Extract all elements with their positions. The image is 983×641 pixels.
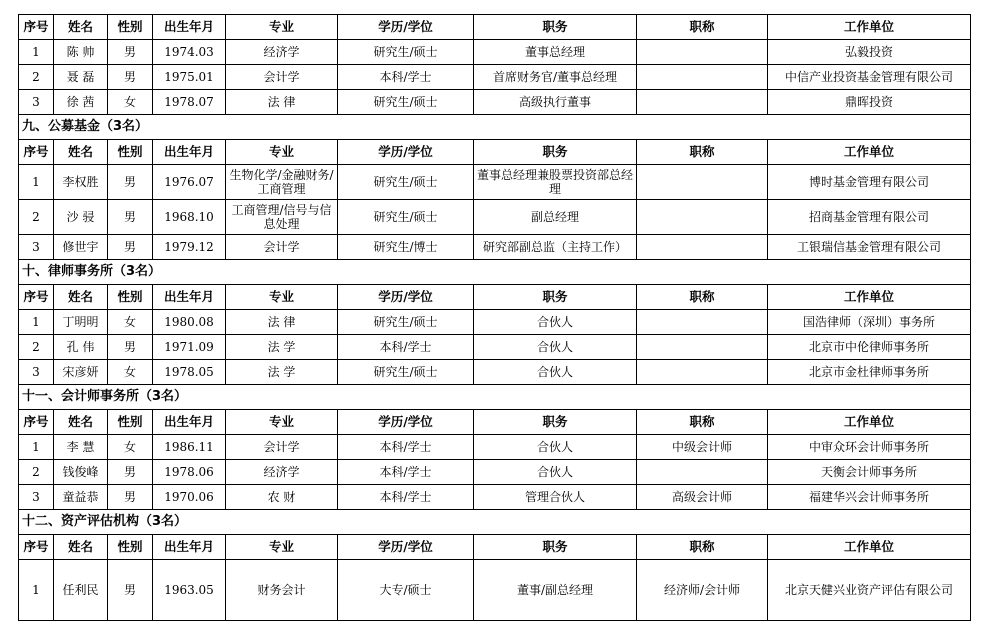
- cell-title: 经济师/会计师: [637, 560, 768, 621]
- cell-position: 董事/副总经理: [474, 560, 637, 621]
- table-row: [19, 165, 971, 200]
- table-row: [19, 235, 971, 260]
- cell-name: 聂 磊: [54, 65, 108, 90]
- header-position: 职务: [474, 285, 637, 310]
- header-birth: 出生年月: [153, 140, 226, 165]
- cell-degree: 本科/学士: [338, 460, 474, 485]
- header-title: 职称: [637, 15, 768, 40]
- cell-name: 李权胜: [54, 165, 108, 200]
- header-no: 序号: [19, 285, 54, 310]
- cell-sex: 男: [108, 65, 153, 90]
- cell-major: 经济学: [226, 460, 338, 485]
- section-title: 十二、资产评估机构（3名）: [19, 510, 971, 535]
- cell-no: 1: [19, 310, 54, 335]
- cell-major: 工商管理/信号与信息处理: [226, 200, 338, 235]
- cell-sex: 男: [108, 40, 153, 65]
- header-major: 专业: [226, 535, 338, 560]
- section-title: 十一、会计师事务所（3名）: [19, 385, 971, 410]
- cell-birth: 1986.11: [153, 435, 226, 460]
- cell-employer: 国浩律师（深圳）事务所: [768, 310, 971, 335]
- header-sex: 性别: [108, 535, 153, 560]
- roster-document: [18, 14, 970, 621]
- cell-title: [637, 90, 768, 115]
- cell-name: 李 慧: [54, 435, 108, 460]
- cell-sex: 男: [108, 460, 153, 485]
- cell-no: 1: [19, 40, 54, 65]
- cell-title: [637, 335, 768, 360]
- roster-table: [18, 14, 971, 621]
- cell-birth: 1970.06: [153, 485, 226, 510]
- cell-major: 法 律: [226, 90, 338, 115]
- cell-position: 合伙人: [474, 435, 637, 460]
- table-row: [19, 310, 971, 335]
- cell-title: [637, 165, 768, 200]
- section-title: 十、律师事务所（3名）: [19, 260, 971, 285]
- cell-major: 会计学: [226, 65, 338, 90]
- cell-major: 财务会计: [226, 560, 338, 621]
- cell-employer: 福建华兴会计师事务所: [768, 485, 971, 510]
- cell-employer: 北京市中伦律师事务所: [768, 335, 971, 360]
- header-major: 专业: [226, 410, 338, 435]
- cell-major: 生物化学/金融财务/工商管理: [226, 165, 338, 200]
- cell-major: 法 学: [226, 335, 338, 360]
- header-sex: 性别: [108, 410, 153, 435]
- cell-sex: 男: [108, 560, 153, 621]
- cell-name: 丁明明: [54, 310, 108, 335]
- cell-degree: 研究生/硕士: [338, 165, 474, 200]
- header-position: 职务: [474, 15, 637, 40]
- header-degree: 学历/学位: [338, 285, 474, 310]
- cell-no: 3: [19, 90, 54, 115]
- cell-no: 3: [19, 360, 54, 385]
- cell-employer: 弘毅投资: [768, 40, 971, 65]
- cell-birth: 1971.09: [153, 335, 226, 360]
- header-employer: 工作单位: [768, 15, 971, 40]
- header-birth: 出生年月: [153, 535, 226, 560]
- cell-position: 首席财务官/董事总经理: [474, 65, 637, 90]
- table-row: [19, 485, 971, 510]
- header-row: [19, 285, 971, 310]
- cell-degree: 研究生/硕士: [338, 360, 474, 385]
- cell-sex: 女: [108, 90, 153, 115]
- header-employer: 工作单位: [768, 285, 971, 310]
- cell-employer: 工银瑞信基金管理有限公司: [768, 235, 971, 260]
- header-birth: 出生年月: [153, 410, 226, 435]
- header-row: [19, 535, 971, 560]
- cell-sex: 男: [108, 200, 153, 235]
- cell-title: 高级会计师: [637, 485, 768, 510]
- cell-no: 3: [19, 485, 54, 510]
- cell-title: [637, 40, 768, 65]
- cell-title: 中级会计师: [637, 435, 768, 460]
- header-sex: 性别: [108, 15, 153, 40]
- header-no: 序号: [19, 15, 54, 40]
- cell-major: 经济学: [226, 40, 338, 65]
- section-row: [19, 260, 971, 285]
- header-no: 序号: [19, 535, 54, 560]
- header-no: 序号: [19, 410, 54, 435]
- header-degree: 学历/学位: [338, 15, 474, 40]
- cell-employer: 招商基金管理有限公司: [768, 200, 971, 235]
- header-employer: 工作单位: [768, 535, 971, 560]
- cell-employer: 北京天健兴业资产评估有限公司: [768, 560, 971, 621]
- cell-name: 钱俊峰: [54, 460, 108, 485]
- cell-position: 研究部副总监（主持工作）: [474, 235, 637, 260]
- cell-birth: 1980.08: [153, 310, 226, 335]
- cell-sex: 男: [108, 485, 153, 510]
- cell-no: 3: [19, 235, 54, 260]
- header-position: 职务: [474, 140, 637, 165]
- cell-birth: 1979.12: [153, 235, 226, 260]
- cell-employer: 天衡会计师事务所: [768, 460, 971, 485]
- section-row: [19, 510, 971, 535]
- cell-degree: 本科/学士: [338, 65, 474, 90]
- cell-degree: 本科/学士: [338, 485, 474, 510]
- cell-no: 2: [19, 460, 54, 485]
- header-position: 职务: [474, 410, 637, 435]
- cell-degree: 研究生/硕士: [338, 200, 474, 235]
- cell-name: 孔 伟: [54, 335, 108, 360]
- header-name: 姓名: [54, 285, 108, 310]
- header-degree: 学历/学位: [338, 140, 474, 165]
- table-row: [19, 360, 971, 385]
- header-birth: 出生年月: [153, 285, 226, 310]
- cell-name: 徐 茜: [54, 90, 108, 115]
- table-row: [19, 200, 971, 235]
- header-name: 姓名: [54, 15, 108, 40]
- header-sex: 性别: [108, 285, 153, 310]
- header-no: 序号: [19, 140, 54, 165]
- cell-title: [637, 65, 768, 90]
- header-name: 姓名: [54, 535, 108, 560]
- table-row: [19, 335, 971, 360]
- cell-name: 宋彦妍: [54, 360, 108, 385]
- cell-degree: 本科/学士: [338, 335, 474, 360]
- cell-employer: 中审众环会计师事务所: [768, 435, 971, 460]
- cell-birth: 1974.03: [153, 40, 226, 65]
- table-row: [19, 560, 971, 621]
- cell-degree: 研究生/硕士: [338, 310, 474, 335]
- cell-name: 修世宇: [54, 235, 108, 260]
- cell-degree: 研究生/博士: [338, 235, 474, 260]
- header-major: 专业: [226, 140, 338, 165]
- cell-major: 会计学: [226, 435, 338, 460]
- cell-employer: 中信产业投资基金管理有限公司: [768, 65, 971, 90]
- header-major: 专业: [226, 15, 338, 40]
- header-row: [19, 140, 971, 165]
- cell-title: [637, 460, 768, 485]
- header-degree: 学历/学位: [338, 410, 474, 435]
- header-title: 职称: [637, 535, 768, 560]
- header-sex: 性别: [108, 140, 153, 165]
- cell-sex: 女: [108, 435, 153, 460]
- cell-sex: 女: [108, 360, 153, 385]
- cell-major: 法 律: [226, 310, 338, 335]
- header-major: 专业: [226, 285, 338, 310]
- cell-employer: 北京市金杜律师事务所: [768, 360, 971, 385]
- cell-position: 高级执行董事: [474, 90, 637, 115]
- cell-position: 副总经理: [474, 200, 637, 235]
- cell-no: 1: [19, 165, 54, 200]
- cell-no: 1: [19, 560, 54, 621]
- cell-birth: 1978.06: [153, 460, 226, 485]
- header-title: 职称: [637, 285, 768, 310]
- header-row: [19, 410, 971, 435]
- cell-no: 1: [19, 435, 54, 460]
- cell-birth: 1975.01: [153, 65, 226, 90]
- cell-name: 童益恭: [54, 485, 108, 510]
- cell-sex: 女: [108, 310, 153, 335]
- table-row: [19, 460, 971, 485]
- cell-major: 农 财: [226, 485, 338, 510]
- cell-name: 陈 帅: [54, 40, 108, 65]
- cell-birth: 1978.07: [153, 90, 226, 115]
- cell-position: 合伙人: [474, 310, 637, 335]
- header-name: 姓名: [54, 410, 108, 435]
- section-title: 九、公募基金（3名）: [19, 115, 971, 140]
- cell-degree: 研究生/硕士: [338, 90, 474, 115]
- cell-position: 合伙人: [474, 460, 637, 485]
- header-birth: 出生年月: [153, 15, 226, 40]
- cell-title: [637, 200, 768, 235]
- table-row: [19, 40, 971, 65]
- cell-degree: 本科/学士: [338, 435, 474, 460]
- cell-position: 合伙人: [474, 360, 637, 385]
- cell-employer: 博时基金管理有限公司: [768, 165, 971, 200]
- cell-position: 合伙人: [474, 335, 637, 360]
- cell-no: 2: [19, 65, 54, 90]
- cell-position: 董事总经理: [474, 40, 637, 65]
- header-employer: 工作单位: [768, 140, 971, 165]
- section-row: [19, 115, 971, 140]
- cell-birth: 1968.10: [153, 200, 226, 235]
- header-name: 姓名: [54, 140, 108, 165]
- cell-major: 会计学: [226, 235, 338, 260]
- cell-degree: 研究生/硕士: [338, 40, 474, 65]
- section-row: [19, 385, 971, 410]
- table-row: [19, 90, 971, 115]
- cell-title: [637, 310, 768, 335]
- cell-major: 法 学: [226, 360, 338, 385]
- cell-no: 2: [19, 335, 54, 360]
- cell-sex: 男: [108, 165, 153, 200]
- cell-degree: 大专/硕士: [338, 560, 474, 621]
- table-row: [19, 65, 971, 90]
- header-degree: 学历/学位: [338, 535, 474, 560]
- cell-sex: 男: [108, 235, 153, 260]
- cell-title: [637, 235, 768, 260]
- cell-name: 任利民: [54, 560, 108, 621]
- header-employer: 工作单位: [768, 410, 971, 435]
- cell-birth: 1963.05: [153, 560, 226, 621]
- cell-position: 管理合伙人: [474, 485, 637, 510]
- cell-no: 2: [19, 200, 54, 235]
- cell-birth: 1978.05: [153, 360, 226, 385]
- header-row: [19, 15, 971, 40]
- header-title: 职称: [637, 410, 768, 435]
- cell-sex: 男: [108, 335, 153, 360]
- table-row: [19, 435, 971, 460]
- header-position: 职务: [474, 535, 637, 560]
- cell-employer: 鼎晖投资: [768, 90, 971, 115]
- cell-name: 沙 骎: [54, 200, 108, 235]
- cell-title: [637, 360, 768, 385]
- cell-position: 董事总经理兼股票投资部总经理: [474, 165, 637, 200]
- cell-birth: 1976.07: [153, 165, 226, 200]
- header-title: 职称: [637, 140, 768, 165]
